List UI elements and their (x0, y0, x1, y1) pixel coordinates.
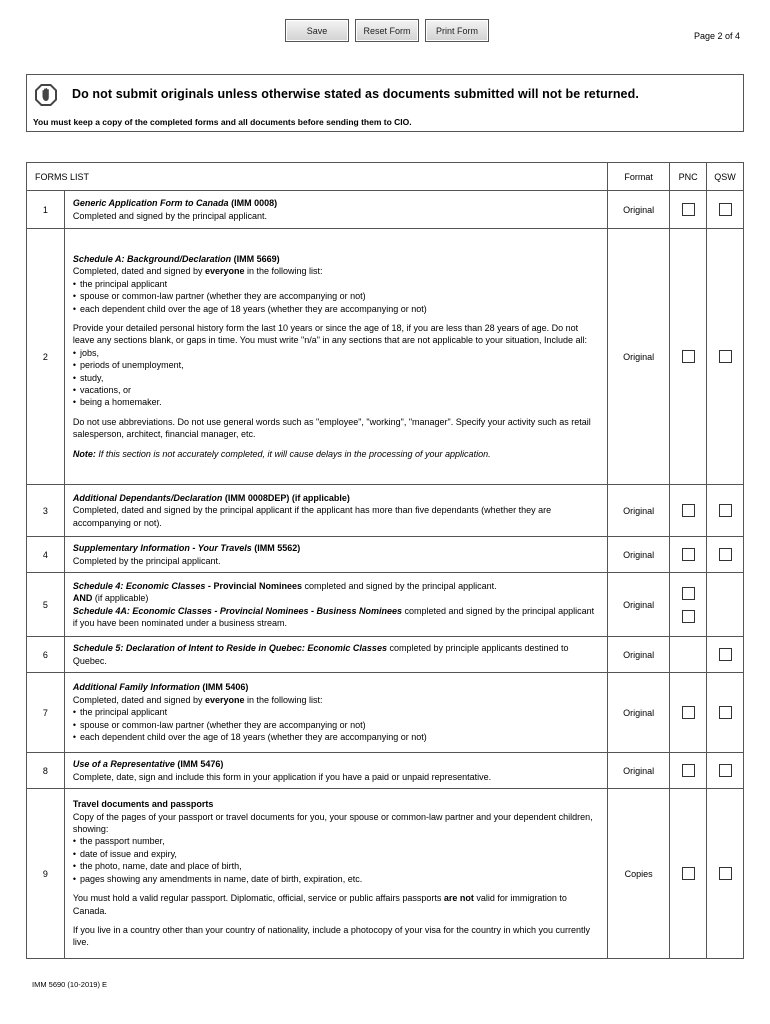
table-row (27, 537, 744, 573)
row-text: completed by principle applicants destined to Quebec. (72, 643, 569, 666)
row-number: 2 (27, 229, 65, 485)
pnc-checkbox[interactable] (682, 350, 695, 363)
table-row (27, 191, 744, 229)
row-description (64, 789, 607, 959)
form-code: (IMM 5562) (251, 543, 301, 554)
form-title: Schedule A: Background/Declaration (72, 253, 232, 264)
form-title: Travel documents and passports (72, 799, 214, 810)
form-code: (IMM 0008) (228, 198, 278, 209)
list-item: • vacations, or (73, 384, 599, 396)
list-item: • date of issue and expiry, (73, 848, 599, 860)
bullet-list (73, 706, 599, 743)
row-number: 7 (27, 673, 65, 753)
row-text: Copy of the pages of your passport or travel documents for you, your spouse or common-law partner and your dependent children, showing: (72, 811, 593, 835)
table-row (27, 637, 744, 673)
form-title: Schedule 4: Economic Classes - (72, 580, 214, 591)
row-text: Completed, dated and signed by (72, 266, 205, 277)
bullet-list (73, 835, 599, 885)
row-description (64, 637, 607, 673)
row-text-bold: are not (443, 893, 474, 904)
table-row (27, 229, 744, 485)
row-text: Completed and signed by the principal applicant. (72, 210, 267, 221)
row-description (64, 229, 607, 485)
notice-title: Do not submit originals unless otherwise stated as documents submitted will not be returned. (72, 87, 639, 101)
form-toolbar (285, 19, 489, 42)
row-text: Completed by the principal applicant. (72, 555, 221, 566)
row-format: Original (608, 537, 670, 573)
row-text: Completed, dated and signed by the principal applicant if the applicant has more than five dependants (whether they are accompanying or not). (72, 505, 552, 528)
page-number: Page 2 of 4 (694, 31, 741, 41)
row-text: Completed, dated and signed by (72, 694, 205, 705)
row-paragraph: Provide your detailed personal history form the last 10 years or since the age of 18, if you are less than 28 years of age. Do not leave any sections blank, or gaps in time. You must write "n/a" in any sections that are not applicable to your situation, Include all: (72, 322, 588, 346)
table-row (27, 753, 744, 789)
notice-subtitle: You must keep a copy of the completed forms and all documents before sending them to CIO. (33, 117, 412, 127)
row-description (64, 673, 607, 753)
form-title-bold: Provincial Nominees (213, 580, 302, 591)
qsw-checkbox[interactable] (719, 548, 732, 561)
form-code: (IMM 0008DEP) (if applicable) (222, 492, 350, 503)
form-title: Supplementary Information - Your Travels (72, 543, 252, 554)
row-note (73, 448, 599, 460)
row-number: 6 (27, 637, 65, 673)
qsw-checkbox[interactable] (719, 504, 732, 517)
row-text: Complete, date, sign and include this form in your application if you have a paid or unpaid representative. (72, 771, 492, 782)
list-item: • periods of unemployment, (73, 359, 599, 371)
pnc-empty-cell (670, 637, 707, 673)
table-row (27, 485, 744, 537)
row-text: in the following list: (244, 694, 323, 705)
pnc-checkbox[interactable] (682, 764, 695, 777)
pnc-checkbox-schedule-4a[interactable] (682, 610, 695, 623)
qsw-empty-cell (707, 573, 744, 637)
reset-form-button[interactable]: Reset Form (355, 19, 419, 42)
list-item: • the photo, name, date and place of birth, (73, 860, 599, 872)
list-item: • spouse or common-law partner (whether they are accompanying or not) (73, 719, 599, 731)
form-title: Additional Family Information (72, 682, 200, 693)
row-text: You must hold a valid regular passport. Diplomatic, official, service or public affairs passports (72, 893, 444, 904)
bullet-list (73, 278, 599, 315)
pnc-header: PNC (670, 163, 707, 191)
form-title: Schedule 4A: Economic Classes - Provincial Nominees - Business Nominees (72, 605, 402, 616)
form-code: (IMM 5476) (174, 759, 224, 770)
list-item: • jobs, (73, 347, 599, 359)
form-code: (IMM 5406) (199, 682, 249, 693)
row-format: Original (608, 191, 670, 229)
list-item: • being a homemaker. (73, 396, 599, 408)
qsw-checkbox[interactable] (719, 706, 732, 719)
pnc-checkbox[interactable] (682, 706, 695, 719)
pnc-checkbox[interactable] (682, 867, 695, 880)
pnc-checkbox-schedule-4[interactable] (682, 587, 695, 600)
row-format: Original (608, 229, 670, 485)
pnc-checkbox[interactable] (682, 203, 695, 216)
row-text: (if applicable) (92, 593, 149, 604)
list-item: • spouse or common-law partner (whether they are accompanying or not) (73, 290, 599, 302)
row-number: 9 (27, 789, 65, 959)
row-number: 3 (27, 485, 65, 537)
table-row (27, 789, 744, 959)
row-format: Original (608, 485, 670, 537)
qsw-checkbox[interactable] (719, 648, 732, 661)
note-text: If this section is not accurately completed, it will cause delays in the processing of your application. (95, 448, 491, 459)
list-item: • each dependent child over the age of 18 years (whether they are accompanying or not) (73, 303, 599, 315)
form-code: (IMM 5669) (231, 253, 280, 264)
and-label: AND (72, 593, 93, 604)
table-row (27, 673, 744, 753)
forms-list-header: FORMS LIST (27, 163, 608, 191)
row-text-bold: everyone (204, 266, 245, 277)
row-format: Original (608, 753, 670, 789)
row-number: 4 (27, 537, 65, 573)
pnc-checkbox[interactable] (682, 504, 695, 517)
form-title: Additional Dependants/Declaration (72, 492, 223, 503)
list-item: • each dependent child over the age of 18 years (whether they are accompanying or not) (73, 731, 599, 743)
form-title: Generic Application Form to Canada (72, 198, 229, 209)
format-header: Format (608, 163, 670, 191)
row-text: completed and signed by the principal applicant. (301, 580, 497, 591)
note-label: Note: (72, 448, 96, 459)
qsw-header: QSW (707, 163, 744, 191)
qsw-checkbox[interactable] (719, 350, 732, 363)
forms-list-table (26, 162, 744, 959)
list-item: • the principal applicant (73, 278, 599, 290)
pnc-checkbox[interactable] (682, 548, 695, 561)
row-text: valid for immigration to Canada. (72, 893, 567, 916)
row-number: 1 (27, 191, 65, 229)
list-item: • the principal applicant (73, 706, 599, 718)
qsw-checkbox[interactable] (719, 764, 732, 777)
row-text: completed and signed by the principal applicant if you have been nominated under a business stream. (72, 605, 595, 628)
row-description (64, 537, 607, 573)
qsw-checkbox[interactable] (719, 867, 732, 880)
row-format: Original (608, 637, 670, 673)
list-item: • pages showing any amendments in name, date of birth, expiration, etc. (73, 873, 599, 885)
row-number: 5 (27, 573, 65, 637)
row-format: Original (608, 673, 670, 753)
row-description (64, 573, 607, 637)
form-identifier: IMM 5690 (10-2019) E (32, 980, 108, 989)
row-paragraph: Do not use abbreviations. Do not use general words such as "employee", "working", "manager". Specify your activity such as retail salesperson, architect, financial manager, etc. (72, 416, 591, 440)
row-number: 8 (27, 753, 65, 789)
row-paragraph: If you live in a country other than your country of nationality, include a photocopy of your visa for the country in which you currently live. (72, 924, 590, 948)
row-paragraph (73, 892, 599, 917)
hand-stop-icon (34, 83, 58, 107)
row-description (64, 485, 607, 537)
list-item: • study, (73, 372, 599, 384)
list-item: • the passport number, (73, 835, 599, 847)
row-format: Copies (608, 789, 670, 959)
qsw-checkbox[interactable] (719, 203, 732, 216)
row-format: Original (608, 573, 670, 637)
row-text-bold: everyone (204, 694, 245, 705)
form-title: Use of a Representative (72, 759, 175, 770)
save-button[interactable]: Save (285, 19, 349, 42)
form-title: Schedule 5: Declaration of Intent to Reside in Quebec: Economic Classes (72, 643, 387, 654)
notice-box (26, 74, 744, 132)
print-form-button[interactable]: Print Form (425, 19, 489, 42)
bullet-list (73, 347, 599, 409)
row-text: in the following list: (244, 266, 323, 277)
row-description (64, 191, 607, 229)
row-description (64, 753, 607, 789)
table-row (27, 573, 744, 637)
table-header-row (27, 163, 744, 191)
